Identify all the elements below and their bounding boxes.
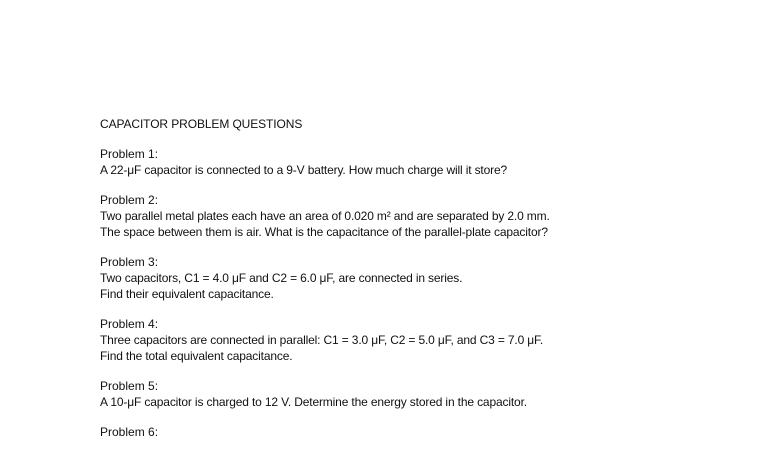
problem-heading: Problem 6:: [100, 425, 159, 439]
problem-text-line: A 10-μF capacitor is charged to 12 V. Determine the energy stored in the capacitor.: [100, 395, 527, 409]
problem-text-line: Find their equivalent capacitance.: [100, 287, 274, 301]
problem-text-line: Three capacitors are connected in parallel: C1 = 3.0 μF, C2 = 5.0 μF, and C3 = 7.0 μF.: [100, 333, 544, 347]
problem-3: [100, 254, 760, 302]
problem-heading: Problem 1:: [100, 147, 159, 161]
problem-heading: Problem 3:: [100, 255, 159, 269]
problem-text-line: The space between them is air. What is the capacitance of the parallel-plate capacitor?: [100, 225, 548, 239]
document-content: [100, 116, 760, 454]
problem-text-line: Two parallel metal plates each have an area of 0.020 m² and are separated by 2.0 mm.: [100, 209, 550, 223]
problem-heading: Problem 5:: [100, 379, 159, 393]
problem-5: [100, 378, 760, 410]
problem-heading: Problem 2:: [100, 193, 159, 207]
problem-text-line: Find the total equivalent capacitance.: [100, 349, 293, 363]
problem-2: [100, 192, 760, 240]
document-title: CAPACITOR PROBLEM QUESTIONS: [100, 117, 303, 131]
problem-heading: Problem 4:: [100, 317, 159, 331]
problem-text-line: A 22-μF capacitor is connected to a 9-V battery. How much charge will it store?: [100, 163, 508, 177]
problem-1: [100, 146, 760, 178]
problem-6: [100, 424, 760, 440]
problem-text-line: Two capacitors, C1 = 4.0 μF and C2 = 6.0 μF, are connected in series.: [100, 271, 463, 285]
problem-4: [100, 316, 760, 364]
